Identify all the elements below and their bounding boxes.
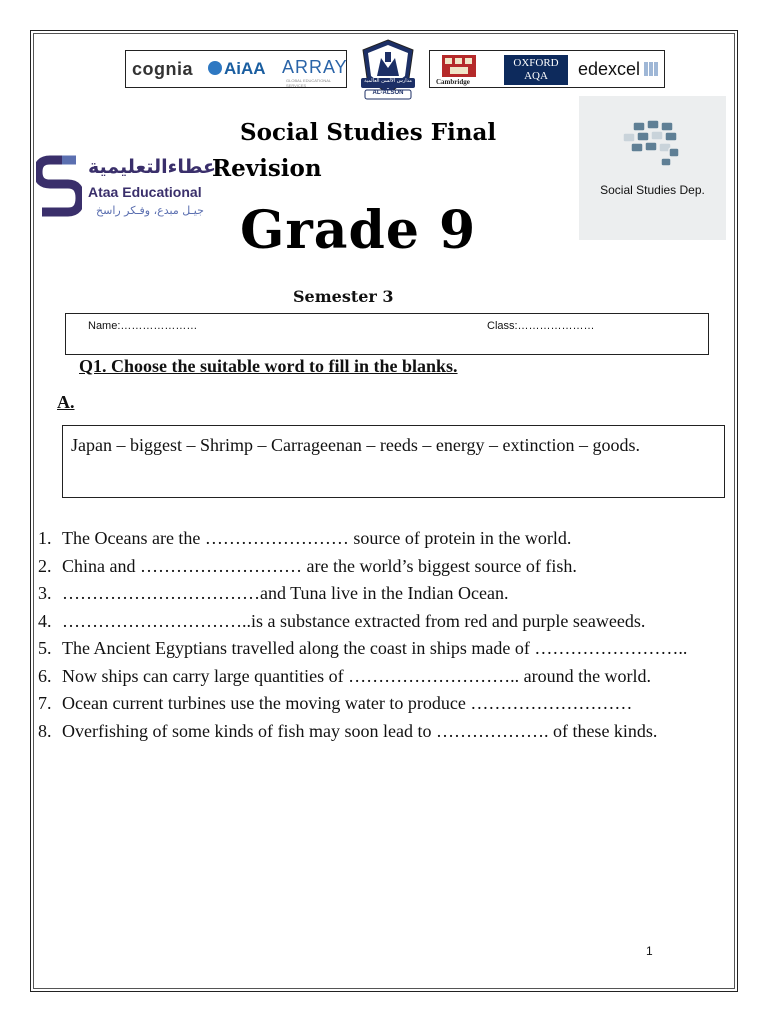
list-item	[38, 635, 728, 663]
item-number: 2.	[38, 555, 52, 576]
ataa-educational-logo	[36, 154, 216, 220]
department-label: Social Studies Dep.	[600, 183, 705, 197]
item-number: 1.	[38, 528, 52, 548]
page-title-line2: Revision	[212, 155, 322, 182]
list-item	[38, 580, 728, 608]
item-number: 5.	[38, 638, 52, 658]
al-alson-crest-logo	[347, 38, 429, 108]
list-item	[38, 608, 728, 636]
globe-grid-icon	[617, 118, 687, 188]
item-text: Overfishing of some kinds of fish may soon lead to ………………. of these kinds.	[62, 720, 658, 741]
social-studies-department-logo	[579, 96, 726, 240]
ataa-tagline: جيـل مبدع، وفـكر راسخ	[96, 204, 204, 217]
oxford-aqa-logo	[504, 55, 568, 85]
aqa-text: AQA	[524, 70, 548, 82]
array-logo: ARRAY	[282, 57, 348, 77]
accreditation-logos-left	[125, 50, 347, 88]
cambridge-logo: Cambridge	[436, 78, 470, 86]
list-item	[38, 690, 728, 718]
cognia-logo: cognia	[132, 59, 194, 79]
oxford-text: OXFORD	[513, 57, 559, 69]
school-name-arabic: مدارس الألسن العالمية	[364, 78, 412, 84]
item-number: 8.	[38, 720, 52, 741]
class-field[interactable]: Class:…………………	[487, 320, 595, 332]
edexcel-grid-icon	[644, 62, 658, 76]
list-item	[38, 525, 728, 553]
item-number: 4.	[38, 610, 52, 631]
array-logo-subtitle: GLOBAL EDUCATIONAL SERVICES	[286, 78, 331, 88]
edexcel-logo: edexcel	[578, 59, 641, 79]
cambridge-shield-icon	[442, 55, 476, 77]
name-field[interactable]: Name:…………………	[88, 320, 198, 332]
school-name-english: AL-ALSON	[372, 90, 404, 96]
page-number: 1	[646, 944, 653, 958]
item-number: 6.	[38, 665, 52, 686]
list-item	[38, 663, 728, 691]
ataa-arabic-name: عطاءالتعليمية	[88, 156, 216, 178]
item-text: China and ……………………… are the world’s biggest source of fish.	[62, 555, 577, 576]
globe-icon	[208, 61, 222, 75]
item-text: The Ancient Egyptians travelled along the coast in ships made of ……………………..	[62, 638, 688, 658]
student-info-box	[65, 313, 709, 355]
fill-in-blank-list	[38, 525, 728, 745]
question-1-heading: Q1. Choose the suitable word to fill in the blanks.	[79, 356, 458, 376]
item-text: Now ships can carry large quantities of ……………………….. around the world.	[62, 665, 652, 686]
item-text: ……………………………and Tuna live in the Indian Ocean.	[62, 583, 509, 603]
page-title-line1: Social Studies Final	[240, 119, 497, 146]
word-bank-text: Japan – biggest – Shrimp – Carrageenan – reeds – energy – extinction – goods.	[71, 435, 641, 455]
list-item	[38, 553, 728, 581]
ataa-s-icon	[36, 154, 82, 220]
word-bank-box	[62, 425, 725, 498]
accreditation-logo-strip	[125, 50, 665, 96]
item-text: Ocean current turbines use the moving water to produce ………………………	[62, 693, 633, 713]
school-crest-icon	[347, 38, 429, 108]
aiaa-logo	[208, 59, 266, 79]
section-a-heading: A.	[57, 392, 75, 412]
aiaa-logo-text: AiAA	[224, 59, 266, 78]
grade-heading: Grade 9	[240, 200, 477, 261]
accreditation-logos-right	[429, 50, 665, 88]
item-text: …………………………..is a substance extracted from red and purple seaweeds.	[62, 610, 646, 631]
item-number: 3.	[38, 583, 52, 603]
semester-heading: Semester 3	[293, 287, 394, 306]
ataa-english-name: Ataa Educational	[88, 184, 202, 200]
list-item	[38, 718, 728, 746]
item-number: 7.	[38, 693, 52, 713]
item-text: The Oceans are the …………………… source of protein in the world.	[62, 528, 572, 548]
